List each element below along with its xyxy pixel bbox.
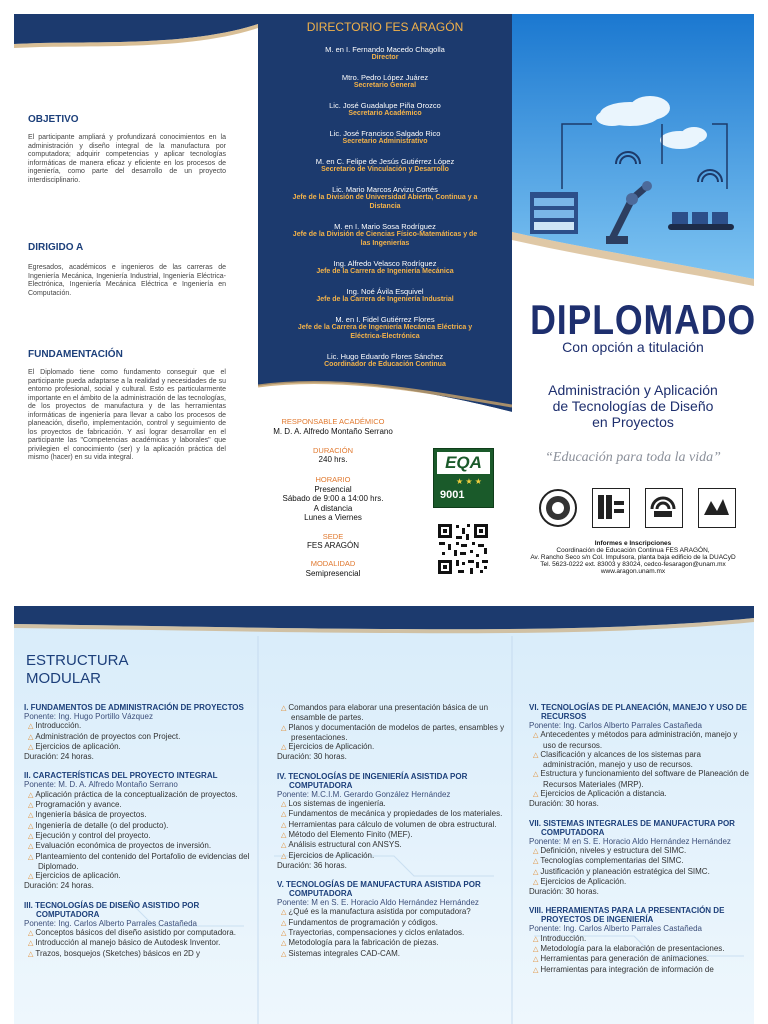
horario-label: HORARIO [315, 475, 351, 484]
directorio-person-role: Secretario Académico [348, 110, 422, 117]
triangle-bullet-icon: △ [28, 832, 34, 840]
module-topic [277, 938, 513, 948]
module-heading [277, 880, 513, 898]
eqa-logo-text: EQA [445, 453, 482, 472]
horario-distancia: A distancia [313, 504, 353, 513]
module-topic-text: Ejecución y control del proyecto. [35, 830, 151, 840]
module-topic [529, 944, 751, 954]
module-topic-text: Metodología para la elaboración de presentaciones. [540, 944, 725, 954]
module-topic-text: Ejercicios de aplicación. [35, 741, 121, 751]
module-topic [24, 742, 260, 752]
module-topic [529, 856, 751, 866]
objetivo-text: El participante ampliará y profundizará conocimientos en la administración y diseño integral de la manufactura por computadora; adquirir competencias y aplicar tecnologías informáticas de manera eficaz y eficiente en los procesos de ingeniería, como parte del desarrollo de un proyecto interdisciplinario. [28, 134, 226, 184]
triangle-bullet-icon: △ [28, 723, 34, 731]
estructura-title-line2: MODULAR [26, 670, 102, 687]
horario-presencial-time: Sábado de 9:00 a 14:00 hrs. [282, 494, 384, 503]
module-topic [277, 907, 513, 917]
triangle-bullet-icon: △ [28, 950, 34, 958]
module-heading-text: I. FUNDAMENTOS DE ADMINISTRACIÓN DE PROYECTOS [24, 703, 244, 712]
module-topic [24, 871, 260, 881]
directorio-title: DIRECTORIO FES ARAGÓN [306, 20, 464, 34]
eqa-certification-logo [433, 448, 494, 508]
module-topic [529, 750, 751, 770]
estructura-title-line1: ESTRUCTURA [26, 652, 129, 669]
modalidad-label: MODALIDAD [310, 559, 356, 568]
triangle-bullet-icon: △ [281, 831, 287, 839]
module-topic [529, 769, 751, 789]
module-topic [529, 954, 751, 964]
module-topic-text: Estructura y funcionamiento del software de Planeación de Recursos Materiales (MRP). [540, 769, 749, 789]
fes-aragon-logo-icon [592, 488, 630, 528]
triangle-bullet-icon: △ [28, 802, 34, 810]
triangle-bullet-icon: △ [533, 858, 539, 866]
triangle-bullet-icon: △ [281, 821, 287, 829]
directorio-person-name: Mtro. Pedro López Juárez [341, 73, 429, 82]
module-heading-text: VI. TECNOLOGÍAS DE PLANEACIÓN, MANEJO Y USO DE RECURSOS [529, 703, 747, 721]
triangle-bullet-icon: △ [28, 843, 34, 851]
module-topic-text: Aplicación práctica de la conceptualización de proyectos. [35, 789, 238, 799]
directorio-person-role: Secretario General [353, 82, 417, 89]
module-topic [277, 840, 513, 850]
triangle-bullet-icon: △ [28, 733, 34, 741]
triangle-bullet-icon: △ [533, 956, 539, 964]
modalidad-value: Semipresencial [305, 569, 361, 578]
module-topic-text: Ejercicios de aplicación. [35, 871, 121, 881]
directorio-person-role: Jefe de la Carrera de Ingeniería Mecánica [316, 268, 454, 275]
module-topic-text: Administración de proyectos con Project. [35, 731, 181, 741]
triangle-bullet-icon: △ [281, 950, 287, 958]
module-topic-text: Ejercicios de Aplicación. [288, 850, 375, 860]
left-wave-decoration [14, 14, 258, 48]
module-heading [529, 906, 751, 924]
module-topic [529, 965, 751, 975]
module-topic [24, 841, 260, 851]
triangle-bullet-icon: △ [533, 791, 539, 799]
module-topic-text: Herramientas para integración de información de [540, 964, 714, 974]
module-duration: Duración: 24 horas. [24, 752, 94, 762]
program-title-line2: de Tecnologías de Diseño [552, 398, 714, 414]
module-topic [24, 938, 260, 948]
triangle-bullet-icon: △ [28, 940, 34, 948]
module-topic-text: Ejercicios de Aplicación. [288, 742, 375, 752]
module-heading [24, 771, 260, 780]
triangle-bullet-icon: △ [28, 930, 34, 938]
ingenieria-logo-icon [698, 488, 736, 528]
module-topic-text: Ingeniería de detalle (o del producto). [35, 820, 169, 830]
directorio-person-role: Director [371, 54, 399, 61]
directorio-person-name: M. en C. Felipe de Jesús Gutiérrez López [315, 157, 455, 166]
triangle-bullet-icon: △ [28, 853, 34, 861]
triangle-bullet-icon: △ [28, 791, 34, 799]
module-topic-text: Ejercicios de Aplicación. [540, 876, 627, 886]
module-topic-text: Conceptos básicos del diseño asistido por computadora. [35, 928, 236, 938]
horario-distancia-days: Lunes a Viernes [304, 513, 362, 522]
fundamentacion-text: El Diplomado tiene como fundamento conseguir que el participante pueda adaptarse a la realidad y necesidades de su entorno profesional, social y cultural. Esto es particularmente importante en el ámbito de la administración de las tecnologías, de los proyectos de manufactura y de las herramientas informáticas de ingeniería para llevar a cabo los procesos de planeación, diseño, implementación, control y seguimiento de los proyectos de fabricación. Y así lograr desarrollar en el participante las "Competencias académicas y laborales" que privilegien el conocimiento (ser) y la aplicación práctica del mismo (hacer) en su vida integral. [28, 369, 226, 461]
module-topic [277, 928, 513, 938]
module-topic [24, 800, 260, 810]
module-topic-text: Introducción. [540, 933, 587, 943]
module-topic-text: Ingeniería básica de proyectos. [35, 810, 147, 820]
module-topic-text: Trayectorias, compensaciones y ciclos enlatados. [288, 928, 465, 938]
module-topic-text: Definición, niveles y estructura del SIMC. [540, 845, 687, 855]
directorio-person-name: Ing. Noé Ávila Esquivel [346, 287, 424, 296]
directorio-person-role: Jefe de la Carrera de Ingeniería Industrial [316, 296, 454, 303]
module-topic-text: Introducción. [35, 721, 82, 731]
module-topic-text: Sistemas integrales CAD-CAM. [288, 948, 400, 958]
directorio-person-role: Secretario de Vinculación y Desarrollo [321, 166, 449, 173]
modules-column-2 [277, 703, 513, 959]
triangle-bullet-icon: △ [281, 930, 287, 938]
module-topic [24, 852, 260, 872]
module-topic [277, 949, 513, 959]
directorio-person-name: Ing. Alfredo Velasco Rodríguez [333, 259, 437, 268]
eqa-stars: ★ ★ ★ [456, 477, 482, 486]
module-topic [277, 918, 513, 928]
triangle-bullet-icon: △ [281, 744, 287, 752]
module-speaker: Ponente: Ing. Carlos Alberto Parrales Castañeda [529, 924, 702, 934]
module-topic-text: Método del Elemento Finito (MEF). [288, 829, 413, 839]
module-topic [24, 732, 260, 742]
triangle-bullet-icon: △ [533, 771, 539, 779]
triangle-bullet-icon: △ [281, 801, 287, 809]
triangle-bullet-icon: △ [281, 940, 287, 948]
module-topic-text: Los sistemas de ingeniería. [288, 799, 386, 809]
module-topic [277, 703, 513, 723]
sede-label: SEDE [322, 532, 344, 541]
triangle-bullet-icon: △ [281, 811, 287, 819]
module-topic [529, 789, 751, 799]
module-heading [529, 703, 751, 721]
module-topic-text: Tecnologías complementarias del SIMC. [540, 856, 684, 866]
module-topic-text: Fundamentos de programación y códigos. [288, 917, 438, 927]
triangle-bullet-icon: △ [281, 919, 287, 927]
module-duration: Duración: 24 horas. [24, 881, 94, 891]
triangle-bullet-icon: △ [533, 878, 539, 886]
directorio-person-role: Coordinador de Educación Continua [324, 361, 446, 368]
module-topic-text: Planteamiento del contenido del Portafolio de evidencias del Diplomado. [35, 851, 250, 871]
module-topic [24, 810, 260, 820]
triangle-bullet-icon: △ [28, 812, 34, 820]
directorio-person-name: Lic. José Francisco Salgado Rico [329, 129, 441, 138]
directorio-person-name: M. en I. Mario Sosa Rodríguez [334, 222, 436, 231]
program-title-line3: en Proyectos [592, 414, 674, 430]
module-topic [529, 934, 751, 944]
module-heading [24, 703, 260, 712]
triangle-bullet-icon: △ [28, 822, 34, 830]
contact-line3: Tel. 5623-0222 ext. 83003 y 83024, cedco-fesaragon@unam.mx [540, 561, 726, 568]
module-topic [24, 821, 260, 831]
module-topic [277, 742, 513, 752]
module-duration: Duración: 36 horas. [277, 860, 347, 870]
directorio-person-role: Secretario Administrativo [342, 138, 428, 145]
triangle-bullet-icon: △ [281, 852, 287, 860]
module-topic-text: Herramientas para generación de animaciones. [540, 954, 709, 964]
diplomado-title: DIPLOMADO [530, 296, 756, 343]
triangle-bullet-icon: △ [533, 751, 539, 759]
module-topic-text: Herramientas para cálculo de volumen de obra estructural. [288, 819, 497, 829]
fundamentacion-title: FUNDAMENTACIÓN [28, 349, 123, 360]
module-topic-text: Trazos, bosquejos (Sketches) básicos en 2D y [35, 948, 201, 958]
module-speaker: Ponente: Ing. Carlos Alberto Parrales Castañeda [24, 918, 197, 928]
triangle-bullet-icon: △ [281, 909, 287, 917]
module-topic-text: Evaluación económica de proyectos de inversión. [35, 841, 212, 851]
triangle-bullet-icon: △ [28, 873, 34, 881]
module-heading-text: III. TECNOLOGÍAS DE DISEÑO ASISTIDO POR COMPUTADORA [24, 900, 200, 919]
triangle-bullet-icon: △ [533, 868, 539, 876]
directorio-person-role: Jefe de la División de Universidad Abierta, Continua y a Distancia [292, 194, 478, 210]
module-topic [24, 928, 260, 938]
responsable-value: M. D. A. Alfredo Montaño Serrano [273, 427, 393, 436]
directorio-person-name: Lic. Hugo Eduardo Flores Sánchez [326, 352, 444, 361]
module-heading-text: VII. SISTEMAS INTEGRALES DE MANUFACTURA POR COMPUTADORA [529, 818, 735, 837]
module-topic [277, 851, 513, 861]
module-topic [277, 830, 513, 840]
modules-column-1 [24, 703, 260, 959]
module-heading [277, 772, 513, 790]
module-topic-text: ¿Qué es la manufactura asistida por computadora? [288, 907, 471, 917]
directorio-person-role: Jefe de la Carrera de Ingeniería Mecánica Eléctrica y Eléctrica-Electrónica [297, 324, 473, 340]
module-heading-text: VIII. HERRAMIENTAS PARA LA PRESENTACIÓN DE PROYECTOS DE INGENIERÍA [529, 906, 725, 925]
module-topic [24, 790, 260, 800]
triangle-bullet-icon: △ [533, 946, 539, 954]
module-topic [24, 831, 260, 841]
module-topic [277, 820, 513, 830]
unam-seal-icon [539, 488, 577, 528]
triangle-bullet-icon: △ [28, 743, 34, 751]
triangle-bullet-icon: △ [533, 966, 539, 974]
duracion-value: 240 hrs. [318, 455, 348, 464]
module-speaker: Ponente: Ing. Hugo Portillo Vázquez [24, 712, 153, 721]
contact-line2: Av. Rancho Seco s/n Col. Impulsora, planta baja edificio de la DUACyD [530, 554, 736, 561]
module-heading-text: II. CARACTERÍSTICAS DEL PROYECTO INTEGRAL [24, 771, 218, 781]
triangle-bullet-icon: △ [533, 935, 539, 943]
objetivo-title: OBJETIVO [28, 114, 79, 125]
directorio-person-name: Lic. José Guadalupe Piña Orozco [329, 101, 441, 110]
triangle-bullet-icon: △ [281, 705, 287, 712]
module-topic-text: Planos y documentación de modelos de partes, ensambles y presentaciones. [288, 722, 505, 742]
module-topic-text: Introducción al manejo básico de Autodesk Inventor. [35, 938, 221, 948]
module-speaker: Ponente: M. D. A. Alfredo Montaño Serrano [24, 780, 178, 790]
module-topic-text: Fundamentos de mecánica y propiedades de los materiales. [288, 809, 503, 819]
module-topic [529, 730, 751, 750]
triangle-bullet-icon: △ [533, 847, 539, 855]
module-topic [277, 799, 513, 809]
contact-block [512, 540, 754, 575]
responsable-label: RESPONSABLE ACADÉMICO [281, 417, 385, 426]
module-topic [529, 867, 751, 877]
module-duration: Duración: 30 horas. [529, 887, 599, 897]
module-speaker: Ponente: Ing. Carlos Alberto Parrales Castañeda [529, 721, 702, 730]
diplomado-subtitle: Con opción a titulación [562, 339, 704, 355]
horario-presencial: Presencial [314, 485, 352, 494]
dirigido-text: Egresados, académicos e ingenieros de las carreras de Ingeniería Mecánica, Ingeniería Industrial, Ingeniería Eléctrica-Electrónica, Ingeniería Mecánica Eléctrica e Ingeniería en Computación. [28, 264, 226, 297]
module-topic-text: Programación y avance. [35, 800, 122, 810]
module-topic [277, 809, 513, 819]
module-speaker: Ponente: M en S. E. Horacio Aldo Hernández Hernández [277, 898, 479, 908]
module-topic-text: Justificación y planeación estratégica del SIMC. [540, 866, 710, 876]
module-speaker: Ponente: M en S. E. Horacio Aldo Hernández Hernández [529, 836, 731, 846]
module-topic-text: Análisis estructural con ANSYS. [288, 840, 402, 850]
iso-9001-text: 9001 [440, 489, 465, 501]
module-heading-text: V. TECNOLOGÍAS DE MANUFACTURA ASISTIDA POR COMPUTADORA [277, 880, 481, 899]
sede-value: FES ARAGÓN [306, 541, 359, 550]
module-topic-text: Comandos para elaborar una presentación básica de un ensamble de partes. [288, 703, 489, 723]
directorio-person-name: M. en I. Fernando Macedo Chagolla [325, 45, 445, 54]
triangle-bullet-icon: △ [281, 724, 287, 732]
educacion-continua-logo-icon [645, 488, 683, 528]
module-topic-text: Antecedentes y métodos para administración, manejo y uso de recursos. [540, 730, 738, 750]
module-duration: Duración: 30 horas. [277, 752, 347, 762]
module-heading [529, 819, 751, 837]
triangle-bullet-icon: △ [281, 842, 287, 850]
estructura-modular-title [26, 652, 129, 688]
module-topic [277, 723, 513, 743]
directorio-person-role: Jefe de la División de Ciencias Físico-Matemáticas y de las Ingenierías [292, 231, 478, 247]
slogan: “Educación para toda la vida” [545, 450, 721, 465]
module-topic-text: Clasificación y alcances de los sistemas para administración, manejo y uso de recursos. [540, 749, 701, 770]
modules-column-3 [529, 703, 751, 975]
module-duration: Duración: 30 horas. [529, 799, 599, 809]
triangle-bullet-icon: △ [533, 732, 539, 740]
module-topic [529, 846, 751, 856]
module-heading [24, 901, 260, 919]
contact-line1: Coordinación de Educación Continua FES ARAGÓN, [556, 547, 710, 554]
module-topic [24, 721, 260, 731]
directorio-person-name: M. en I. Fidel Gutiérrez Flores [335, 315, 435, 324]
program-title-line1: Administración y Aplicación [548, 382, 718, 398]
module-topic [529, 877, 751, 887]
cover-sky-illustration [512, 14, 754, 304]
qr-code-icon[interactable] [436, 522, 490, 576]
module-topic [24, 949, 260, 959]
module-speaker: Ponente: M.C.I.M. Gerardo González Hernández [277, 789, 451, 799]
contact-website[interactable]: www.aragon.unam.mx [600, 568, 666, 575]
module-topic-text: Ejercicios de Aplicación a distancia. [540, 789, 667, 799]
directorio-person-name: Lic. Mario Marcos Arvizu Cortés [332, 185, 438, 194]
module-topic-text: Metodología para la fabricación de piezas. [288, 938, 439, 948]
dirigido-title: DIRIGIDO A [28, 242, 84, 253]
duracion-label: DURACIÓN [312, 446, 353, 455]
contact-title: Informes e Inscripciones [594, 540, 672, 547]
module-heading-text: IV. TECNOLOGÍAS DE INGENIERÍA ASISTIDA POR COMPUTADORA [277, 771, 468, 790]
